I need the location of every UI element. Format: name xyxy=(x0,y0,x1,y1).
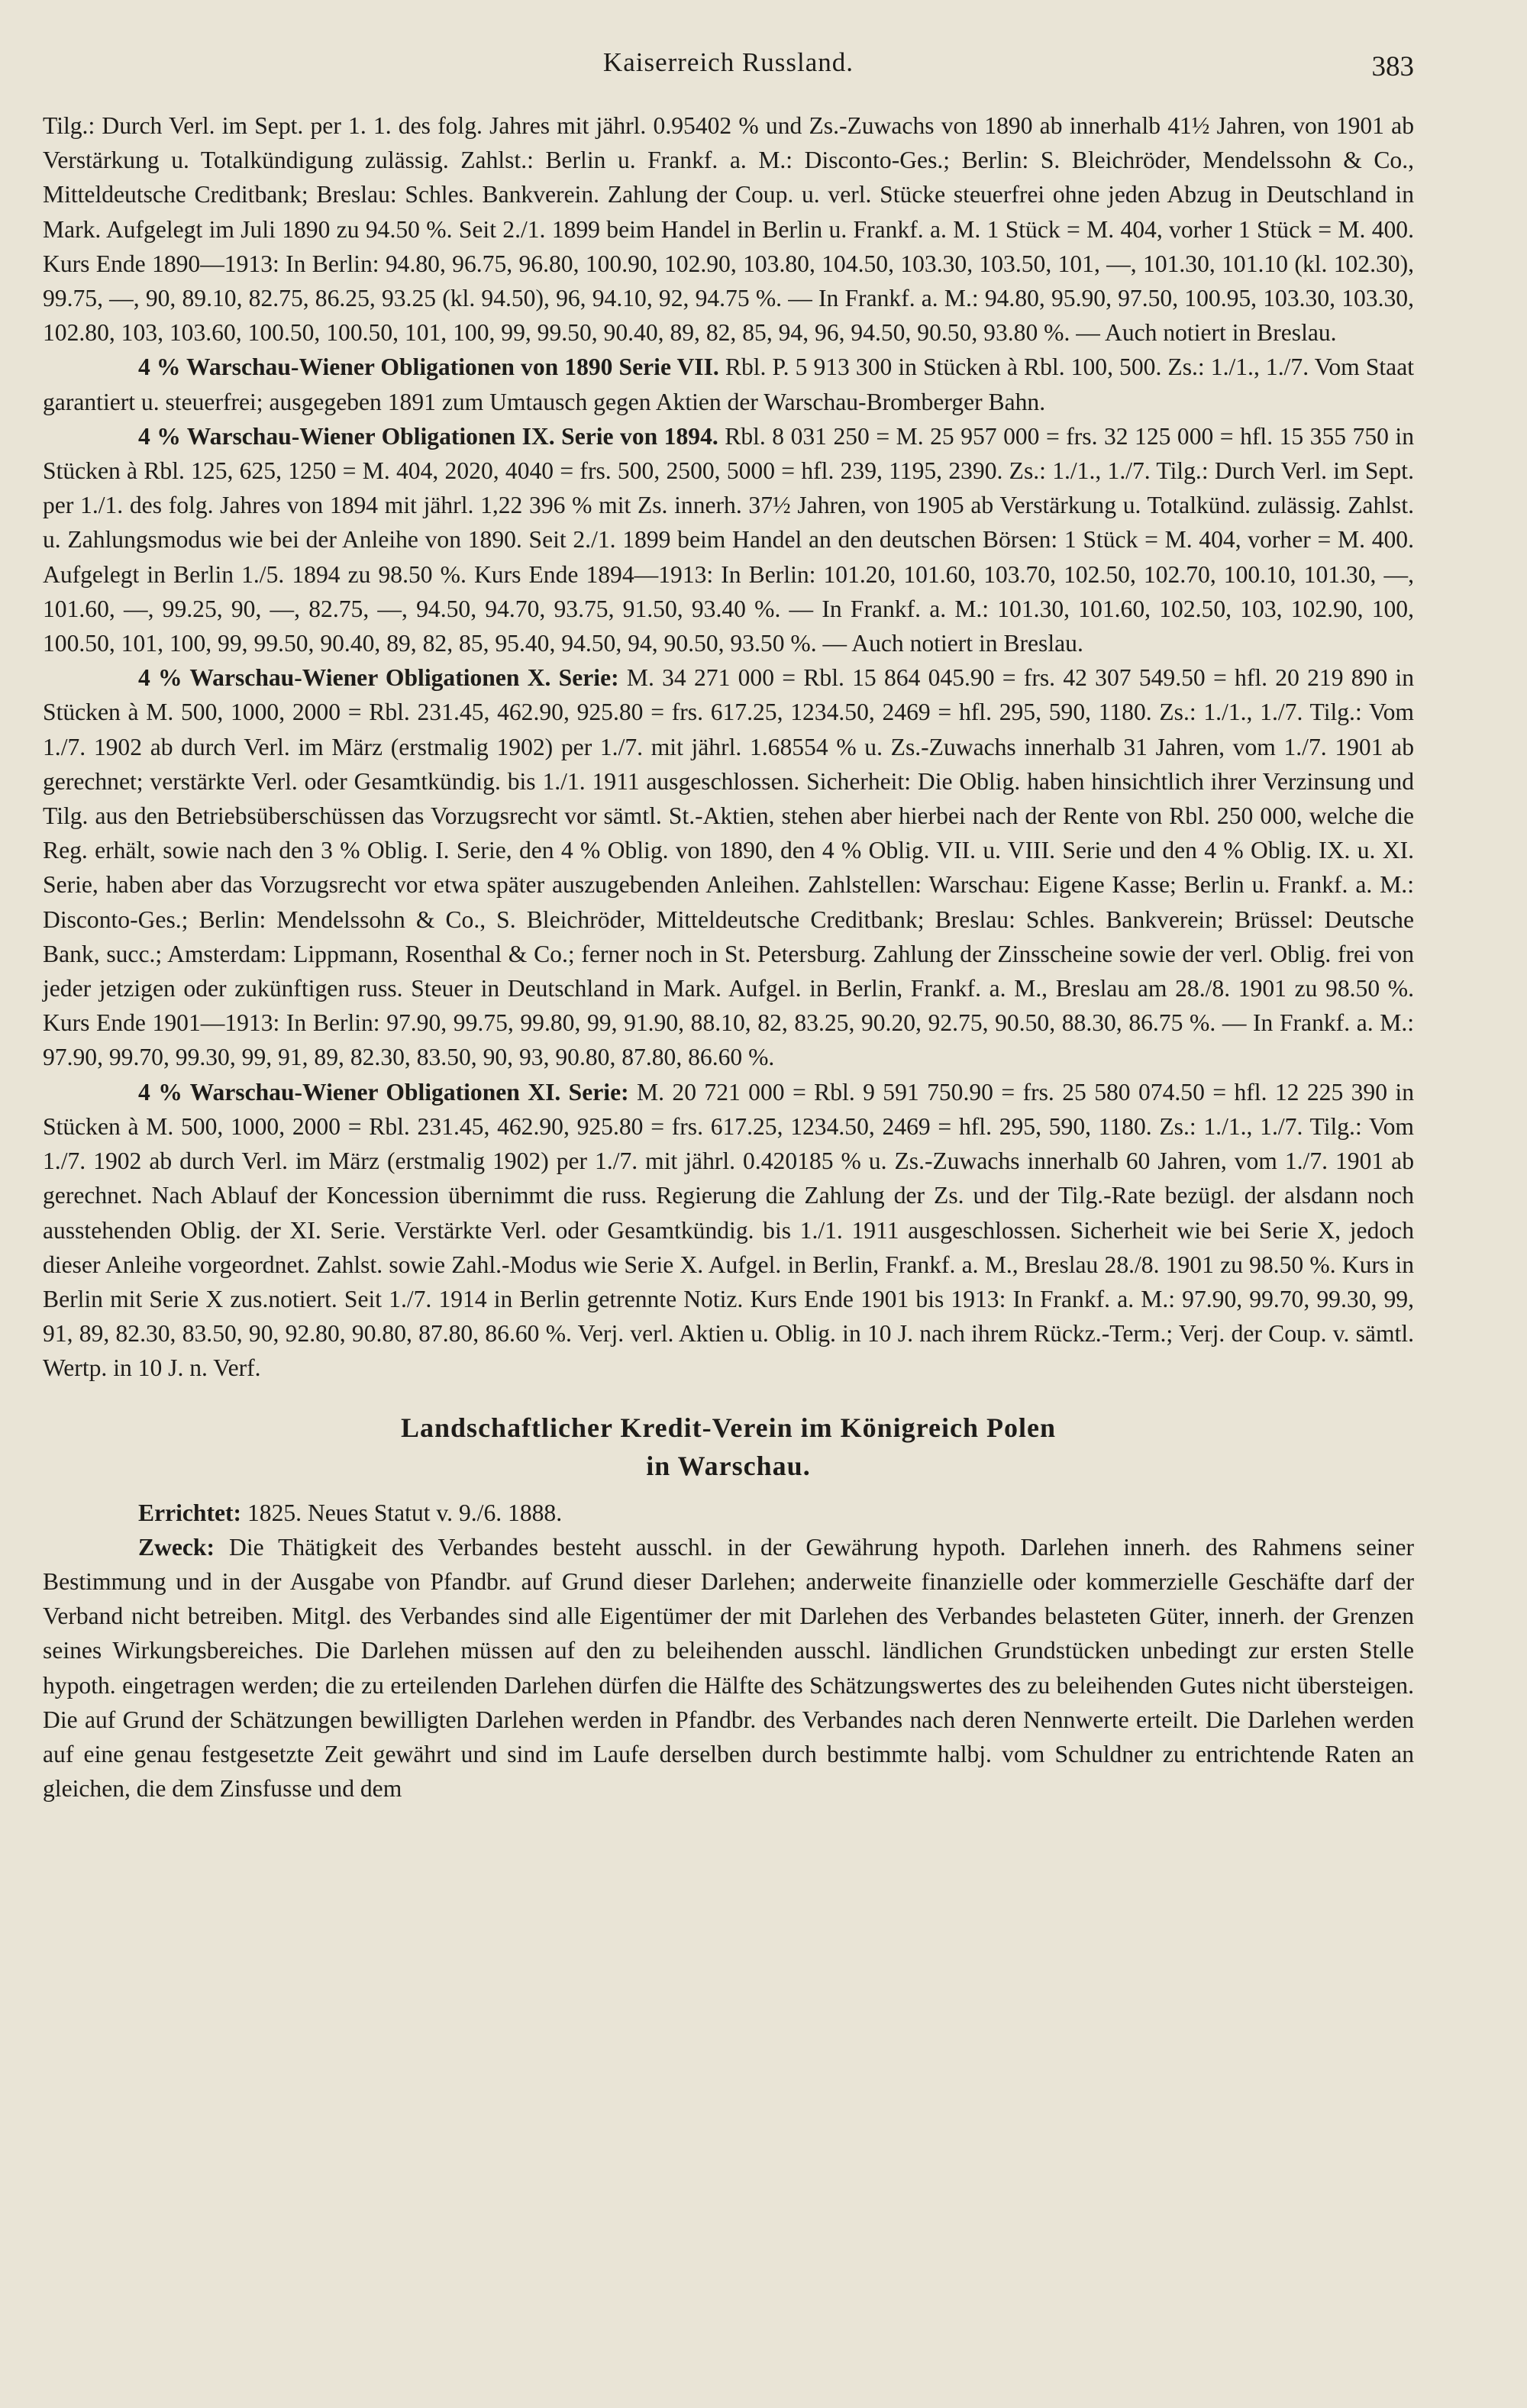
field-label-errichtet: Errichtet: xyxy=(138,1499,242,1526)
section-title xyxy=(43,1409,1414,1485)
entry-heading: 4 % Warschau-Wiener Obligationen von 1890 Serie VII. xyxy=(138,353,719,381)
running-title: Kaiserreich Russland. xyxy=(602,47,854,77)
page-header xyxy=(43,47,1414,108)
field-text-zweck: Die Thätigkeit des Verbandes besteht ausschl. in der Gewährung hypoth. Darlehen innerh. des Rahmens seiner Bestimmung und in der Ausgabe von Pfandbr. auf Grund dieser Darlehen; anderweite finanzielle oder kommerzielle Geschäfte darf der Verband nicht betreiben. Mitgl. des Verbandes sind alle Eigentümer der mit Darlehen des Verbandes belasteten Güter, innerh. der Grenzen seines Wirkungsbereiches. Die Darlehen müssen auf den zu beleihenden ausschl. ländlichen Grundstücken unbedingt zur ersten Stelle hypoth. eingetragen werden; die zu erteilenden Darlehen dürfen die Hälfte des Schätzungswertes des zu beleihenden Gutes nicht übersteigen. Die auf Grund der Schätzungen bewilligten Darlehen werden in Pfandbr. des Verbandes nach deren Nennwerte erteilt. Die Darlehen werden auf eine genau festgesetzte Zeit gewährt und sind im Laufe derselben durch bestimmte halbj. vom Schuldner zu entrichtende Raten an gleichen, die dem Zinsfusse und dem xyxy=(43,1533,1414,1803)
paragraph-zweck xyxy=(43,1530,1414,1806)
paragraph-serie-vii xyxy=(43,350,1414,418)
body-text xyxy=(43,108,1414,1806)
paragraph-tilgung-1890 xyxy=(43,108,1414,350)
paragraph-text: M. 20 721 000 = Rbl. 9 591 750.90 = frs. 25 580 074.50 = hfl. 12 225 390 in Stücken à M. 500, 1000, 2000 = Rbl. 231.45, 462.90, 925.80 = frs. 617.25, 1234.50, 2469 = hfl. 295, 590, 1180. Zs.: 1./1., 1./7. Tilg.: Vom 1./7. 1902 ab durch Verl. im März (erstmalig 1902) per 1./7. mit jährl. 0.420185 % u. Zs.-Zuwachs innerhalb 60 Jahren, vom 1./7. 1901 ab gerechnet. Nach Ablauf der Koncession übernimmt die russ. Regierung die Zahlung der Zs. und der Tilg.-Rate bezügl. der alsdann noch ausstehenden Oblig. der XI. Serie. Verstärkte Verl. oder Gesamtkündig. bis 1./1. 1911 ausgeschlossen. Sicherheit wie bei Serie X, jedoch dieser Anleihe vorgeordnet. Zahlst. sowie Zahl.-Modus wie Serie X. Aufgel. in Berlin, Frankf. a. M., Breslau 28./8. 1901 zu 98.50 %. Kurs in Berlin mit Serie X zus.notiert. Seit 1./7. 1914 in Berlin getrennte Notiz. Kurs Ende 1901 bis 1913: In Frankf. a. M.: 97.90, 99.70, 99.30, 99, 91, 89, 82.30, 83.50, 90, 92.80, 90.80, 87.80, 86.60 %. Verj. verl. Aktien u. Oblig. in 10 J. nach ihrem Rückz.-Term.; Verj. der Coup. v. sämtl. Wertp. in 10 J. n. Verf. xyxy=(43,1078,1414,1382)
entry-heading: 4 % Warschau-Wiener Obligationen XI. Serie: xyxy=(138,1078,629,1106)
paragraph-text: Tilg.: Durch Verl. im Sept. per 1. 1. des folg. Jahres mit jährl. 0.95402 % und Zs.-Zuwachs von 1890 ab innerhalb 41½ Jahren, von 1901 ab Verstärkung u. Totalkündigung zulässig. Zahlst.: Berlin u. Frankf. a. M.: Disconto-Ges.; Berlin: S. Bleichröder, Mendelssohn & Co., Mitteldeutsche Creditbank; Breslau: Schles. Bankverein. Zahlung der Coup. u. verl. Stücke steuerfrei ohne jeden Abzug in Deutschland in Mark. Aufgelegt im Juli 1890 zu 94.50 %. Seit 2./1. 1899 beim Handel in Berlin u. Frankf. a. M. 1 Stück = M. 404, vorher 1 Stück = M. 400. Kurs Ende 1890—1913: In Berlin: 94.80, 96.75, 96.80, 100.90, 102.90, 103.80, 104.50, 103.30, 103.50, 101, —, 101.30, 101.10 (kl. 102.30), 99.75, —, 90, 89.10, 82.75, 86.25, 93.25 (kl. 94.50), 96, 94.10, 92, 94.75 %. — In Frankf. a. M.: 94.80, 95.90, 97.50, 100.95, 103.30, 103.30, 102.80, 103, 103.60, 100.50, 100.50, 101, 100, 99, 99.50, 90.40, 89, 82, 85, 94, 96, 94.50, 90.50, 93.80 %. — Auch notiert in Breslau. xyxy=(43,112,1414,347)
field-text-errichtet: 1825. Neues Statut v. 9./6. 1888. xyxy=(241,1499,563,1526)
paragraph-serie-x xyxy=(43,660,1414,1074)
section-title-line-1: Landschaftlicher Kredit-Verein im Königreich Polen xyxy=(401,1412,1056,1443)
entry-heading: 4 % Warschau-Wiener Obligationen IX. Serie von 1894. xyxy=(138,422,718,450)
paragraph-serie-xi xyxy=(43,1075,1414,1386)
paragraph-text: Rbl. P. 5 913 300 in Stücken à Rbl. 100, 500. Zs.: 1./1., 1./7. Vom Staat garantiert u. steuerfrei; ausgegeben 1891 zum Umtausch gegen Aktien der Warschau-Bromberger Bahn. xyxy=(43,353,1414,415)
entry-heading: 4 % Warschau-Wiener Obligationen X. Serie: xyxy=(138,664,619,692)
field-label-zweck: Zweck: xyxy=(138,1533,215,1561)
page-number: 383 xyxy=(1371,51,1414,82)
paragraph-errichtet xyxy=(43,1496,1414,1530)
section-title-line-2: in Warschau. xyxy=(646,1450,811,1481)
paragraph-serie-ix xyxy=(43,419,1414,660)
paragraph-text: M. 34 271 000 = Rbl. 15 864 045.90 = frs. 42 307 549.50 = hfl. 20 219 890 in Stücken à M. 500, 1000, 2000 = Rbl. 231.45, 462.90, 925.80 = frs. 617.25, 1234.50, 2469 = hfl. 295, 590, 1180. Zs.: 1./1., 1./7. Tilg.: Vom 1./7. 1902 ab durch Verl. im März (erstmalig 1902) per 1./7. mit jährl. 1.68554 % u. Zs.-Zuwachs innerhalb 31 Jahren, vom 1./7. 1901 ab gerechnet; verstärkte Verl. oder Gesamtkündig. bis 1./1. 1911 ausgeschlossen. Sicherheit: Die Oblig. haben hinsichtlich ihrer Verzinsung und Tilg. aus den Betriebsüberschüssen das Vorzugsrecht vor sämtl. St.-Aktien, stehen aber hierbei nach der Rente von Rbl. 250 000, welche die Reg. erhält, sowie nach den 3 % Oblig. I. Serie, den 4 % Oblig. von 1890, den 4 % Oblig. VII. u. VIII. Serie und den 4 % Oblig. IX. u. XI. Serie, haben aber das Vorzugsrecht vor etwa später auszugebenden Anleihen. Zahlstellen: Warschau: Eigene Kasse; Berlin u. Frankf. a. M.: Disconto-Ges.; Berlin: Mendelssohn & Co., S. Bleichröder, Mitteldeutsche Creditbank; Breslau: Schles. Bankverein; Brüssel: Deutsche Bank, succ.; Amsterdam: Lippmann, Rosenthal & Co.; ferner noch in St. Petersburg. Zahlung der Zinsscheine sowie der verl. Oblig. frei von jeder jetzigen oder zukünftigen russ. Steuer in Deutschland in Mark. Aufgel. in Berlin, Frankf. a. M., Breslau am 28./8. 1901 zu 98.50 %. Kurs Ende 1901—1913: In Berlin: 97.90, 99.75, 99.80, 99, 91.90, 88.10, 82, 83.25, 90.20, 92.75, 90.50, 88.30, 86.75 %. — In Frankf. a. M.: 97.90, 99.70, 99.30, 99, 91, 89, 82.30, 83.50, 90, 93, 90.80, 87.80, 86.60 %. xyxy=(43,664,1414,1071)
paragraph-text: Rbl. 8 031 250 = M. 25 957 000 = frs. 32 125 000 = hfl. 15 355 750 in Stücken à Rbl. 125, 625, 1250 = M. 404, 2020, 4040 = frs. 500, 2500, 5000 = hfl. 239, 1195, 2390. Zs.: 1./1., 1./7. Tilg.: Durch Verl. im Sept. per 1./1. des folg. Jahres von 1894 mit jährl. 1,22 396 % mit Zs. innerh. 37½ Jahren, von 1905 ab Verstärkung u. Totalkünd. zulässig. Zahlst. u. Zahlungsmodus wie bei der Anleihe von 1890. Seit 2./1. 1899 beim Handel an den deutschen Börsen: 1 Stück = M. 404, vorher = M. 400. Aufgelegt in Berlin 1./5. 1894 zu 98.50 %. Kurs Ende 1894—1913: In Berlin: 101.20, 101.60, 103.70, 102.50, 102.70, 100.10, 101.30, —, 101.60, —, 99.25, 90, —, 82.75, —, 94.50, 94.70, 93.75, 91.50, 93.40 %. — In Frankf. a. M.: 101.30, 101.60, 102.50, 103, 102.90, 100, 100.50, 101, 100, 99, 99.50, 90.40, 89, 82, 85, 95.40, 94.50, 94, 90.50, 93.50 %. — Auch notiert in Breslau. xyxy=(43,422,1414,657)
